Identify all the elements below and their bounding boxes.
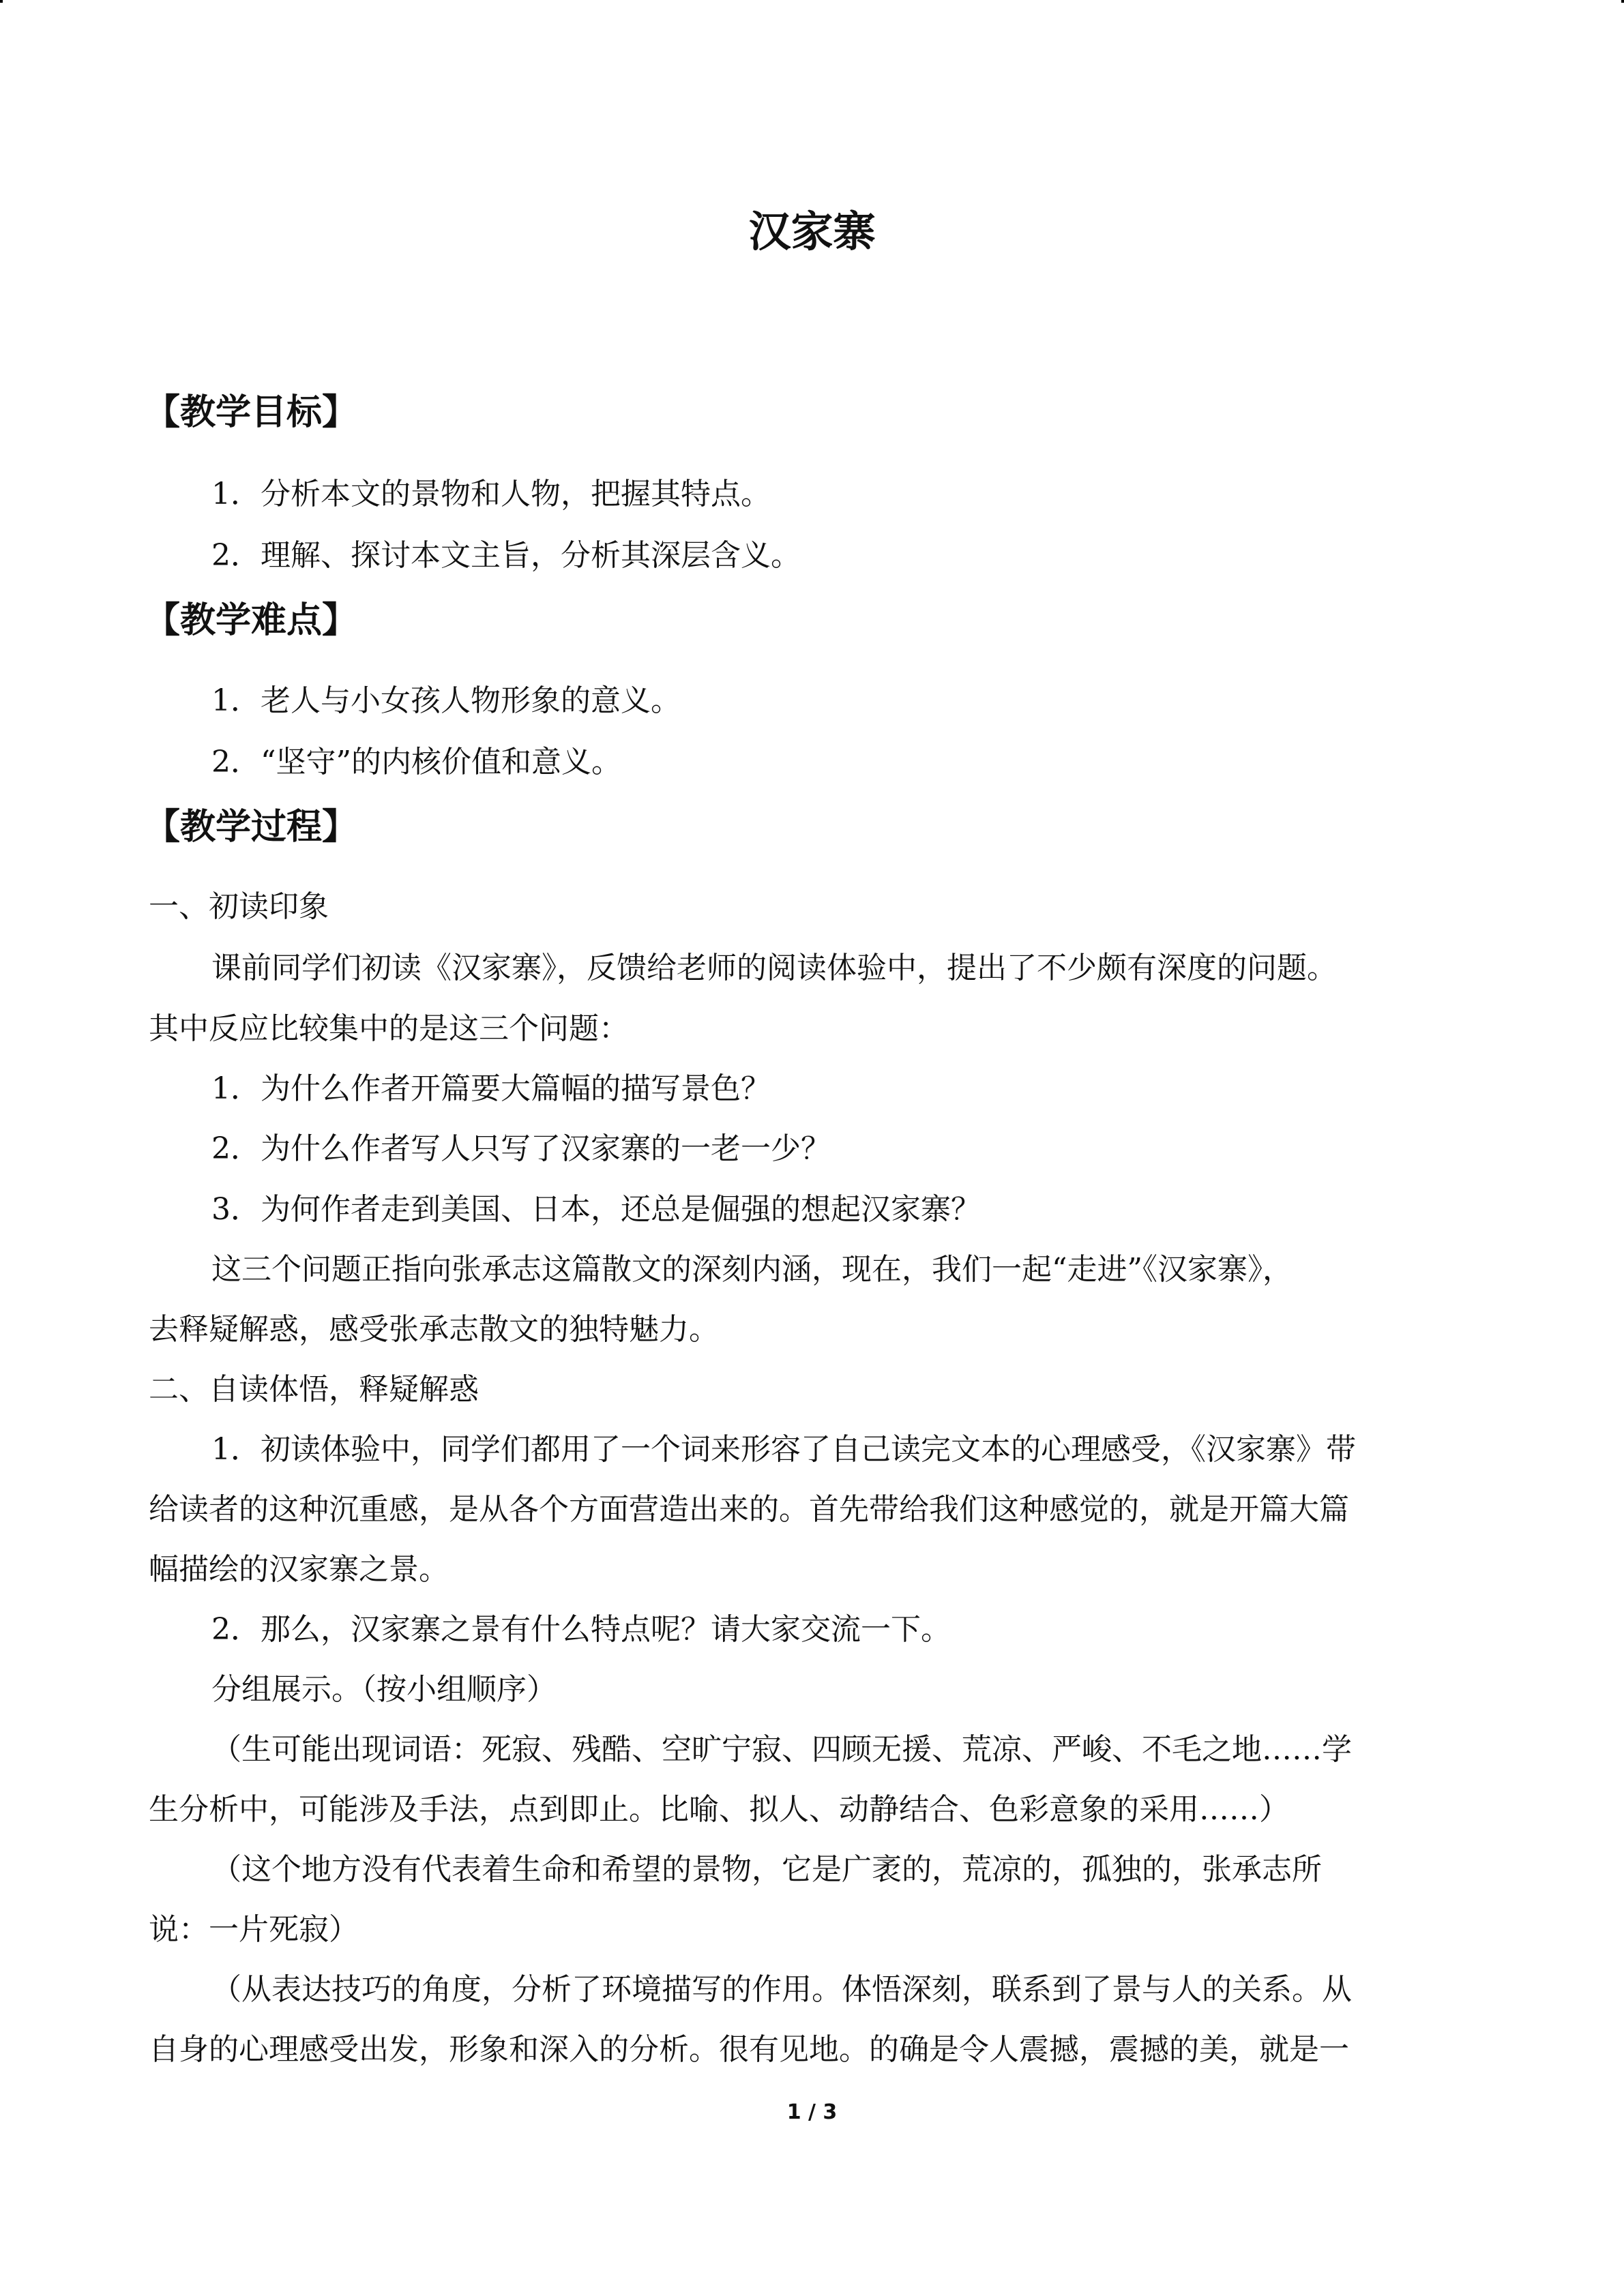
difficulties-heading: 【教学难点】: [145, 600, 358, 641]
process-line-15: （生可能出现词语：死寂、残酷、空旷宁寂、四顾无援、荒凉、严峻、不毛之地……学: [211, 1732, 1352, 1767]
page-number: 1 / 3: [786, 2100, 838, 2124]
process-line-19: （从表达技巧的角度，分析了环境描写的作用。体悟深刻，联系到了景与人的关系。从: [211, 1972, 1352, 2007]
goals-heading: 【教学目标】: [145, 392, 358, 433]
document-title: 汉家寨: [748, 207, 876, 256]
difficulty-item-1: 1．老人与小女孩人物形象的意义。: [211, 683, 681, 718]
process-line-6: 3．为何作者走到美国、日本，还总是倔强的想起汉家寨？: [211, 1192, 981, 1227]
process-line-13: 2．那么，汉家寨之景有什么特点呢？请大家交流一下。: [211, 1612, 951, 1647]
process-line-9: 二、自读体悟，释疑解惑: [149, 1372, 479, 1407]
process-line-4: 1．为什么作者开篇要大篇幅的描写景色？: [211, 1071, 771, 1106]
process-line-12: 幅描绘的汉家寨之景。: [149, 1552, 449, 1587]
goal-item-2: 2．理解、探讨本文主旨，分析其深层含义。: [211, 538, 801, 573]
process-line-8: 去释疑解惑，感受张承志散文的独特魅力。: [149, 1312, 719, 1347]
process-line-20: 自身的心理感受出发，形象和深入的分析。很有见地。的确是令人震撼，震撼的美，就是一: [149, 2032, 1349, 2067]
difficulty-item-2: 2．“坚守”的内核价值和意义。: [211, 745, 621, 779]
process-line-18: 说：一片死寂）: [149, 1912, 359, 1947]
corner-mark-right: [1621, 0, 1624, 3]
process-line-5: 2．为什么作者写人只写了汉家寨的一老一少？: [211, 1131, 831, 1166]
process-line-10: 1．初读体验中，同学们都用了一个词来形容了自己读完文本的心理感受，《汉家寨》带: [211, 1432, 1356, 1467]
process-line-11: 给读者的这种沉重感，是从各个方面营造出来的。首先带给我们这种感觉的，就是开篇大篇: [149, 1492, 1349, 1527]
corner-mark-left: [0, 0, 3, 3]
goal-item-1: 1．分析本文的景物和人物，把握其特点。: [211, 477, 771, 511]
process-line-3: 其中反应比较集中的是这三个问题：: [149, 1011, 629, 1046]
process-line-16: 生分析中，可能涉及手法，点到即止。比喻、拟人、动静结合、色彩意象的采用……）: [149, 1792, 1289, 1827]
process-line-2: 课前同学们初读《汉家寨》，反馈给老师的阅读体验中，提出了不少颇有深度的问题。: [211, 951, 1337, 985]
process-line-7: 这三个问题正指向张承志这篇散文的深刻内涵，现在，我们一起“走进”《汉家寨》，: [211, 1252, 1293, 1287]
process-line-17: （这个地方没有代表着生命和希望的景物，它是广袤的，荒凉的，孤独的，张承志所: [211, 1852, 1322, 1887]
process-line-1: 一、初读印象: [149, 889, 329, 924]
process-line-14: 分组展示。（按小组顺序）: [211, 1672, 557, 1707]
process-heading: 【教学过程】: [145, 807, 358, 848]
